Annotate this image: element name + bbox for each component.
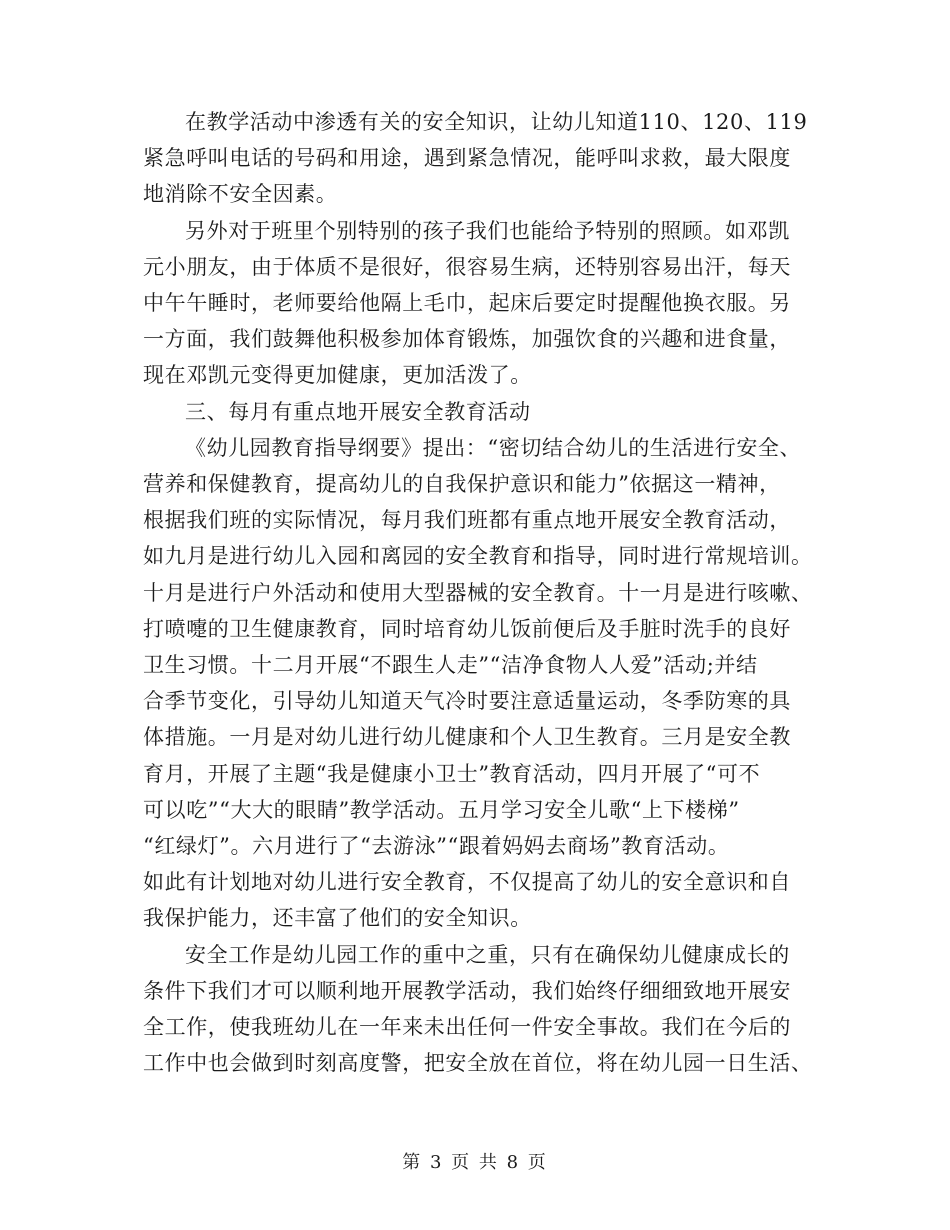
document-body — [143, 104, 813, 1081]
text-line: 一方面，我们鼓舞他积极参加体育锻炼，加强饮食的兴趣和进食量， — [143, 327, 791, 352]
text-line: 紧急呼叫电话的号码和用途，遇到紧急情况，能呼叫求救，最大限度 — [143, 146, 791, 171]
text-line: 地消除不安全因素。 — [143, 182, 338, 207]
text-line: 体措施。一月是对幼儿进行幼儿健康和个人卫生教育。三月是安全教 — [143, 725, 791, 750]
text-line: 卫生习惯。十二月开展“不跟生人走”“洁净食物人人爱”活动;并结 — [143, 653, 758, 678]
text-line: 全工作，使我班幼儿在一年来未出任何一件安全事故。我们在今后的 — [143, 1015, 791, 1040]
text-line: 条件下我们才可以顺利地开展教学活动，我们始终仔细细致地开展安 — [143, 978, 791, 1003]
text-line: 营养和保健教育，提高幼儿的自我保护意识和能力”依据这一精神， — [143, 472, 781, 497]
text-line: 育月，开展了主题“我是健康小卫士”教育活动，四月开展了“可不 — [143, 761, 761, 786]
text-line: 《幼儿园教育指导纲要》提出：“密切结合幼儿的生活进行安全、 — [185, 435, 802, 460]
text-line: 现在邓凯元变得更加健康，更加活泼了。 — [143, 363, 532, 388]
text-line: 十月是进行户外活动和使用大型器械的安全教育。十一月是进行咳嗽、 — [143, 580, 813, 605]
text-line: 中午午睡时，老师要给他隔上毛巾，起床后要定时提醒他换衣服。另 — [143, 291, 791, 316]
text-line: “红绿灯”。六月进行了“去游泳”“跟着妈妈去商场”教育活动。 — [143, 834, 730, 859]
page-footer — [0, 1148, 950, 1174]
text-line: 元小朋友，由于体质不是很好，很容易生病，还特别容易出汗，每天 — [143, 254, 791, 279]
text-line: 在教学活动中渗透有关的安全知识，让幼儿知道110、120、119 — [185, 110, 808, 134]
text-line: 合季节变化，引导幼儿知道天气冷时要注意适量运动，冬季防寒的具 — [143, 689, 791, 714]
text-line: 如此有计划地对幼儿进行安全教育，不仅提高了幼儿的安全意识和自 — [143, 870, 791, 895]
text-line: 另外对于班里个别特别的孩子我们也能给予特别的照顾。如邓凯 — [185, 218, 790, 243]
text-line: 安全工作是幼儿园工作的重中之重，只有在确保幼儿健康成长的 — [185, 942, 790, 967]
page-number-label: 第 3 页 共 8 页 — [402, 1152, 548, 1173]
heading-text: 三、每月有重点地开展安全教育活动 — [185, 399, 531, 424]
paragraph-special-care — [143, 213, 803, 394]
text-line: 工作中也会做到时刻高度警，把安全放在首位，将在幼儿园一日生活、 — [143, 1051, 813, 1076]
text-line: 打喷嚏的卫生健康教育，同时培育幼儿饭前便后及手脏时洗手的良好 — [143, 616, 791, 641]
text-line: 根据我们班的实际情况，每月我们班都有重点地开展安全教育活动， — [143, 508, 791, 533]
text-line: 我保护能力，还丰富了他们的安全知识。 — [143, 906, 532, 931]
paragraph-safety-priority — [143, 937, 813, 1082]
paragraph-safety-knowledge — [143, 104, 808, 213]
paragraph-monthly-activities — [143, 430, 813, 937]
section-heading — [143, 394, 803, 430]
text-line: 如九月是进行幼儿入园和离园的安全教育和指导，同时进行常规培训。 — [143, 544, 813, 569]
text-line: 可以吃”“大大的眼睛”教学活动。五月学习安全儿歌“上下楼梯” — [143, 797, 740, 822]
